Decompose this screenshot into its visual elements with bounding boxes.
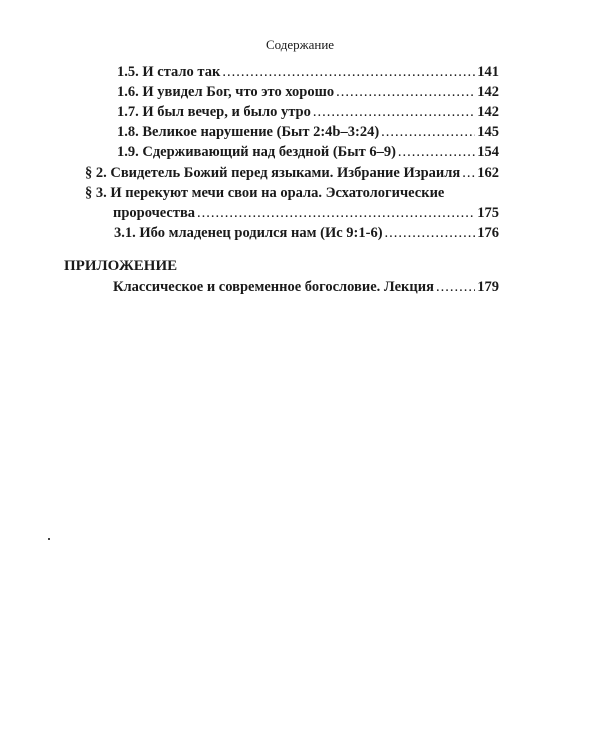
toc-entry-page: 162: [477, 165, 499, 181]
dot-leader: [385, 225, 476, 242]
toc-entry-page: 145: [477, 124, 499, 140]
toc-entry[interactable]: [117, 124, 499, 141]
toc-entry-title: Классическое и современное богословие. Лекция: [113, 279, 434, 295]
toc-entry-page: 142: [477, 84, 499, 100]
dot-leader: [336, 84, 475, 101]
toc-entry-page: 154: [477, 144, 499, 160]
toc-entry-title-line2: пророчества: [113, 205, 196, 221]
toc-entry-page: 142: [477, 104, 499, 120]
toc-entry-page: 179: [477, 279, 499, 295]
toc-entry-page: 141: [477, 64, 499, 80]
toc-entry[interactable]: [117, 84, 499, 101]
dot-leader: [313, 104, 475, 121]
toc-entry-title: 1.6. И увидел Бог, что это хорошо: [117, 84, 335, 100]
toc-entry[interactable]: [117, 144, 499, 161]
toc-entry[interactable]: [85, 165, 499, 182]
dot-leader: [381, 124, 475, 141]
toc-entry[interactable]: [114, 225, 499, 242]
toc-entry-title-line1[interactable]: § 3. И перекуют мечи свои на орала. Эсхатологические: [85, 185, 445, 201]
toc-entry[interactable]: [117, 64, 499, 81]
dot-leader: [222, 64, 475, 81]
toc-entry[interactable]: [117, 104, 499, 121]
dot-leader: [398, 144, 475, 161]
appendix-heading: ПРИЛОЖЕНИЕ: [64, 258, 178, 274]
dot-leader: [436, 279, 475, 296]
toc-entry-title: 3.1. Ибо младенец родился нам (Ис 9:1-6): [114, 225, 383, 241]
toc-entry-title: 1.8. Великое нарушение (Быт 2:4b–3:24): [117, 124, 380, 140]
toc-entry-title: 1.5. И стало так: [117, 64, 221, 80]
dot-leader: [197, 205, 475, 222]
toc-entry[interactable]: [113, 279, 499, 296]
toc-entry-page: 175: [477, 205, 499, 221]
toc-entry-title: 1.9. Сдерживающий над бездной (Быт 6–9): [117, 144, 396, 160]
running-header: Содержание: [265, 37, 335, 52]
scan-speck: [48, 538, 50, 540]
toc-entry-title: § 2. Свидетель Божий перед языками. Избрание Израиля: [85, 165, 461, 181]
toc-entry[interactable]: [113, 205, 499, 222]
toc-entry-title: 1.7. И был вечер, и было утро: [117, 104, 311, 120]
dot-leader: [462, 165, 475, 182]
toc-entry-page: 176: [477, 225, 499, 241]
